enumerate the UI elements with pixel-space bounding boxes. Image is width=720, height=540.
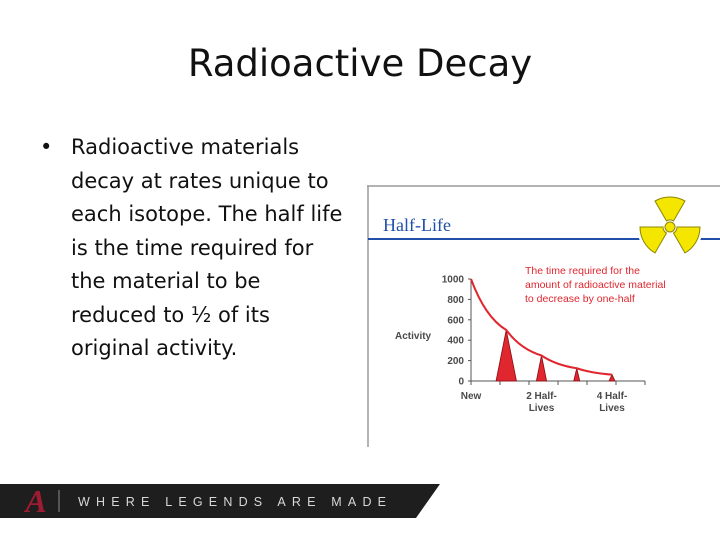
annotation-line: amount of radioactive material (525, 279, 666, 291)
radiation-trefoil-icon (637, 194, 703, 260)
y-tick-label: 600 (447, 315, 464, 327)
annotation (525, 265, 669, 305)
y-axis-label: Activity (395, 331, 432, 342)
y-tick-label: 800 (447, 294, 464, 306)
x-ticks (461, 381, 645, 414)
y-tick-label: 200 (447, 356, 464, 368)
y-ticks (442, 275, 471, 388)
script-a-logo: A (25, 484, 47, 518)
bullet-dot: • (40, 135, 53, 159)
slide-title: Radioactive Decay (187, 42, 533, 85)
activity-marker (609, 375, 615, 381)
x-tick-label: 4 Half-Lives (596, 391, 628, 414)
y-tick-label: 1000 (441, 274, 464, 286)
half-life-figure (367, 185, 720, 447)
y-tick-label: 400 (447, 335, 464, 347)
annotation-line: to decrease by one-half (525, 293, 635, 305)
bullet-text: Radioactive materials decay at rates unique to each isotope. The half life is the time required for the material to be reduced to ½ of its original activity. (71, 135, 343, 360)
y-tick-label: 0 (458, 376, 464, 388)
activity-marker (536, 356, 546, 382)
x-tick-label: New (460, 391, 482, 402)
footer-banner (0, 484, 440, 518)
x-tick-label: 2 Half-Lives (526, 391, 557, 414)
annotation-line: The time required for the (525, 265, 640, 277)
footer-tagline: WHERE LEGENDS ARE MADE (78, 495, 393, 509)
bullet-list (40, 131, 350, 366)
figure-title: Half-Life (383, 215, 451, 235)
activity-marker (574, 368, 580, 381)
half-life-chart (367, 185, 720, 447)
